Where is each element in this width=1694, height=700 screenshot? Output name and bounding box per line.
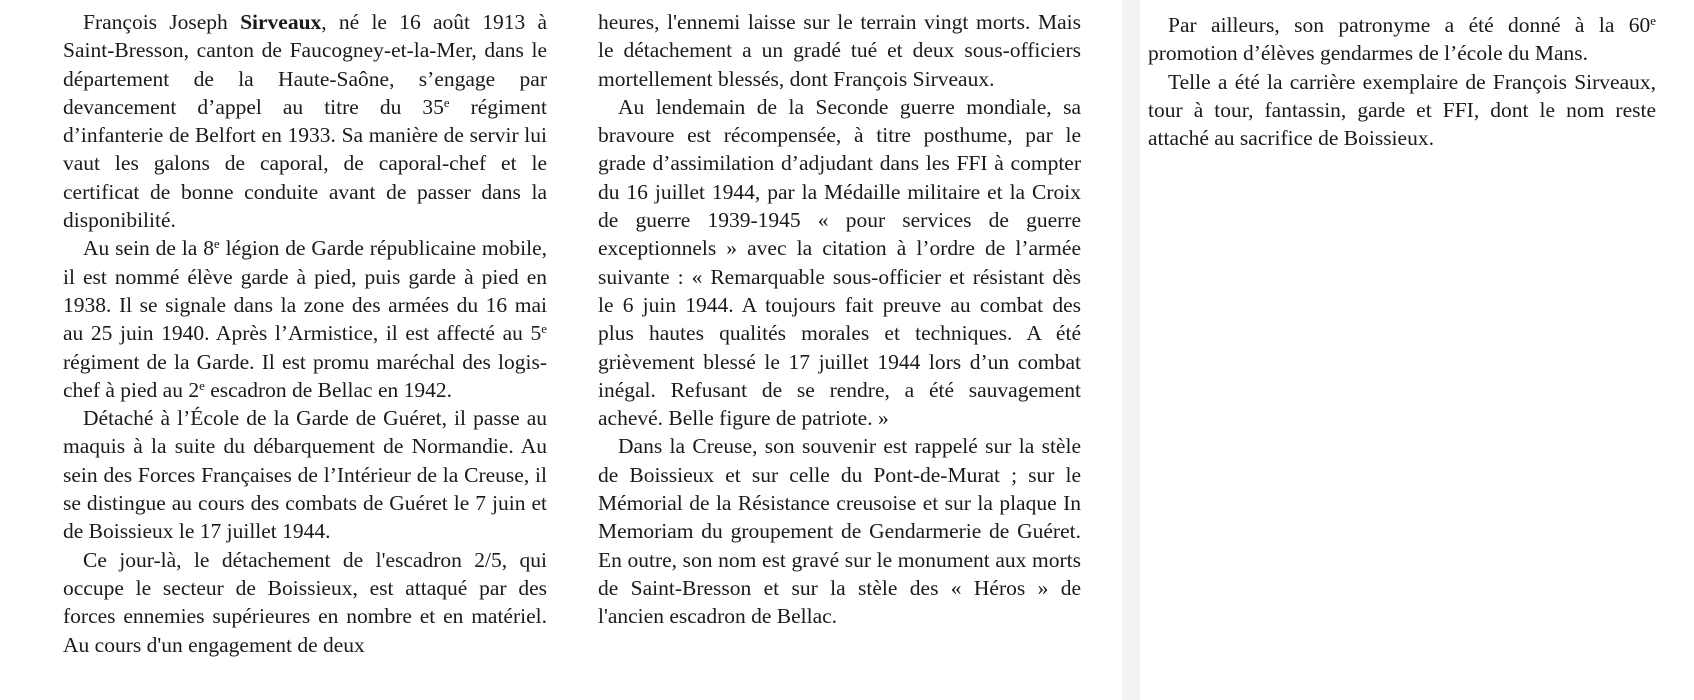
text-run: Ce jour-là, le détachement de l'escadron 2/5, qui occupe le secteur de Boissieux, est attaqué par des forces ennemies supérieures en nombre et en matériel. Au cours d'un engagement de deux [63, 547, 547, 657]
paragraph [63, 8, 547, 234]
text-run: Telle a été la carrière exemplaire de François Sirveaux, tour à tour, fantassin, garde et FFI, dont le nom reste attaché au sacrifice de Boissieux. [1148, 69, 1656, 151]
ordinal-superscript: e [1650, 13, 1656, 28]
text-run: régiment de la Garde. Il est promu maréchal des logis-chef à pied au 2 [63, 349, 547, 402]
column-gutter [1122, 0, 1140, 700]
text-run: heures, l'ennemi laisse sur le terrain vingt morts. Mais le détachement a un gradé tué et deux sous-officiers mortellement blessés, dont François Sirveaux. [598, 10, 1081, 91]
paragraph [598, 8, 1081, 93]
paragraph [1148, 11, 1656, 68]
paragraph [598, 432, 1081, 630]
text-run: Au lendemain de la Seconde guerre mondiale, sa bravoure est récompensée, à titre posthume, par le grade d’assimilation d’adjudant dans les FFI à compter du 16 juillet 1944, par la Médaille militaire et la Croix de guerre 1939-1945 « pour services de guerre exceptionnels » avec la citation à l’ordre de l’armée suivante : « Remarquable sous-officier et résistant dès le 6 juin 1944. A toujours fait preuve au combat des plus hautes qualités morales et techniques. A été grièvement blessé le 17 juillet 1944 lors d’un combat inégal. Refusant de se rendre, a été sauvagement achevé. Belle figure de patriote. » [598, 94, 1081, 431]
paragraph [1148, 68, 1656, 153]
column-2 [598, 8, 1081, 631]
paragraph [63, 404, 547, 545]
ordinal-superscript: e [541, 322, 547, 337]
ordinal-superscript: e [443, 95, 450, 110]
text-run: régiment d’infanterie de Belfort en 1933. Sa manière de servir lui vaut les galons de caporal, de caporal-chef et le certificat de bonne conduite avant de passer dans la disponibilité. [63, 94, 548, 233]
text-run: Au sein de la 8 [83, 236, 214, 261]
text-run: François Joseph [83, 10, 241, 34]
text-run: légion de Garde républicaine mobile, il est nommé élève garde à pied, puis garde à pied en 1938. Il se signale dans la zone des armées du 16 mai au 25 juin 1940. Après l’Armistice, il est affecté au 5 [63, 236, 547, 346]
text-run: Dans la Creuse, son souvenir est rappelé sur la stèle de Boissieux et sur celle du Pont-de-Murat ; sur le Mémorial de la Résistance creusoise et sur la plaque In Memoriam du groupement de Gendarmerie de Guéret. En outre, son nom est gravé sur le monument aux morts de Saint-Bresson et sur la stèle des « Héros » de l'ancien escadron de Bellac. [598, 434, 1081, 629]
text-run: escadron de Bellac en 1942. [204, 377, 452, 402]
text-run: Par ailleurs, son patronyme a été donné à la 60 [1168, 13, 1651, 37]
paragraph [63, 234, 547, 404]
ordinal-superscript: e [199, 378, 205, 393]
bold-name: Sirveaux [240, 10, 322, 34]
text-run: promotion d’élèves gendarmes de l’école du Mans. [1148, 41, 1589, 66]
text-run: , né le 16 août 1913 à Saint-Bresson, canton de Faucogney-et-la-Mer, dans le département de la Haute-Saône, s’engage par devancement d’appel au titre du 35 [63, 10, 547, 119]
column-1 [63, 8, 547, 659]
paragraph [598, 93, 1081, 433]
text-run: Détaché à l’École de la Garde de Guéret, il passe au maquis à la suite du débarquement de Normandie. Au sein des Forces Françaises de l’Intérieur de la Creuse, il se distingue au cours des combats de Guéret le 7 juin et de Boissieux le 17 juillet 1944. [63, 406, 547, 544]
paragraph [63, 546, 547, 659]
column-3 [1148, 11, 1656, 152]
ordinal-superscript: e [213, 237, 220, 252]
